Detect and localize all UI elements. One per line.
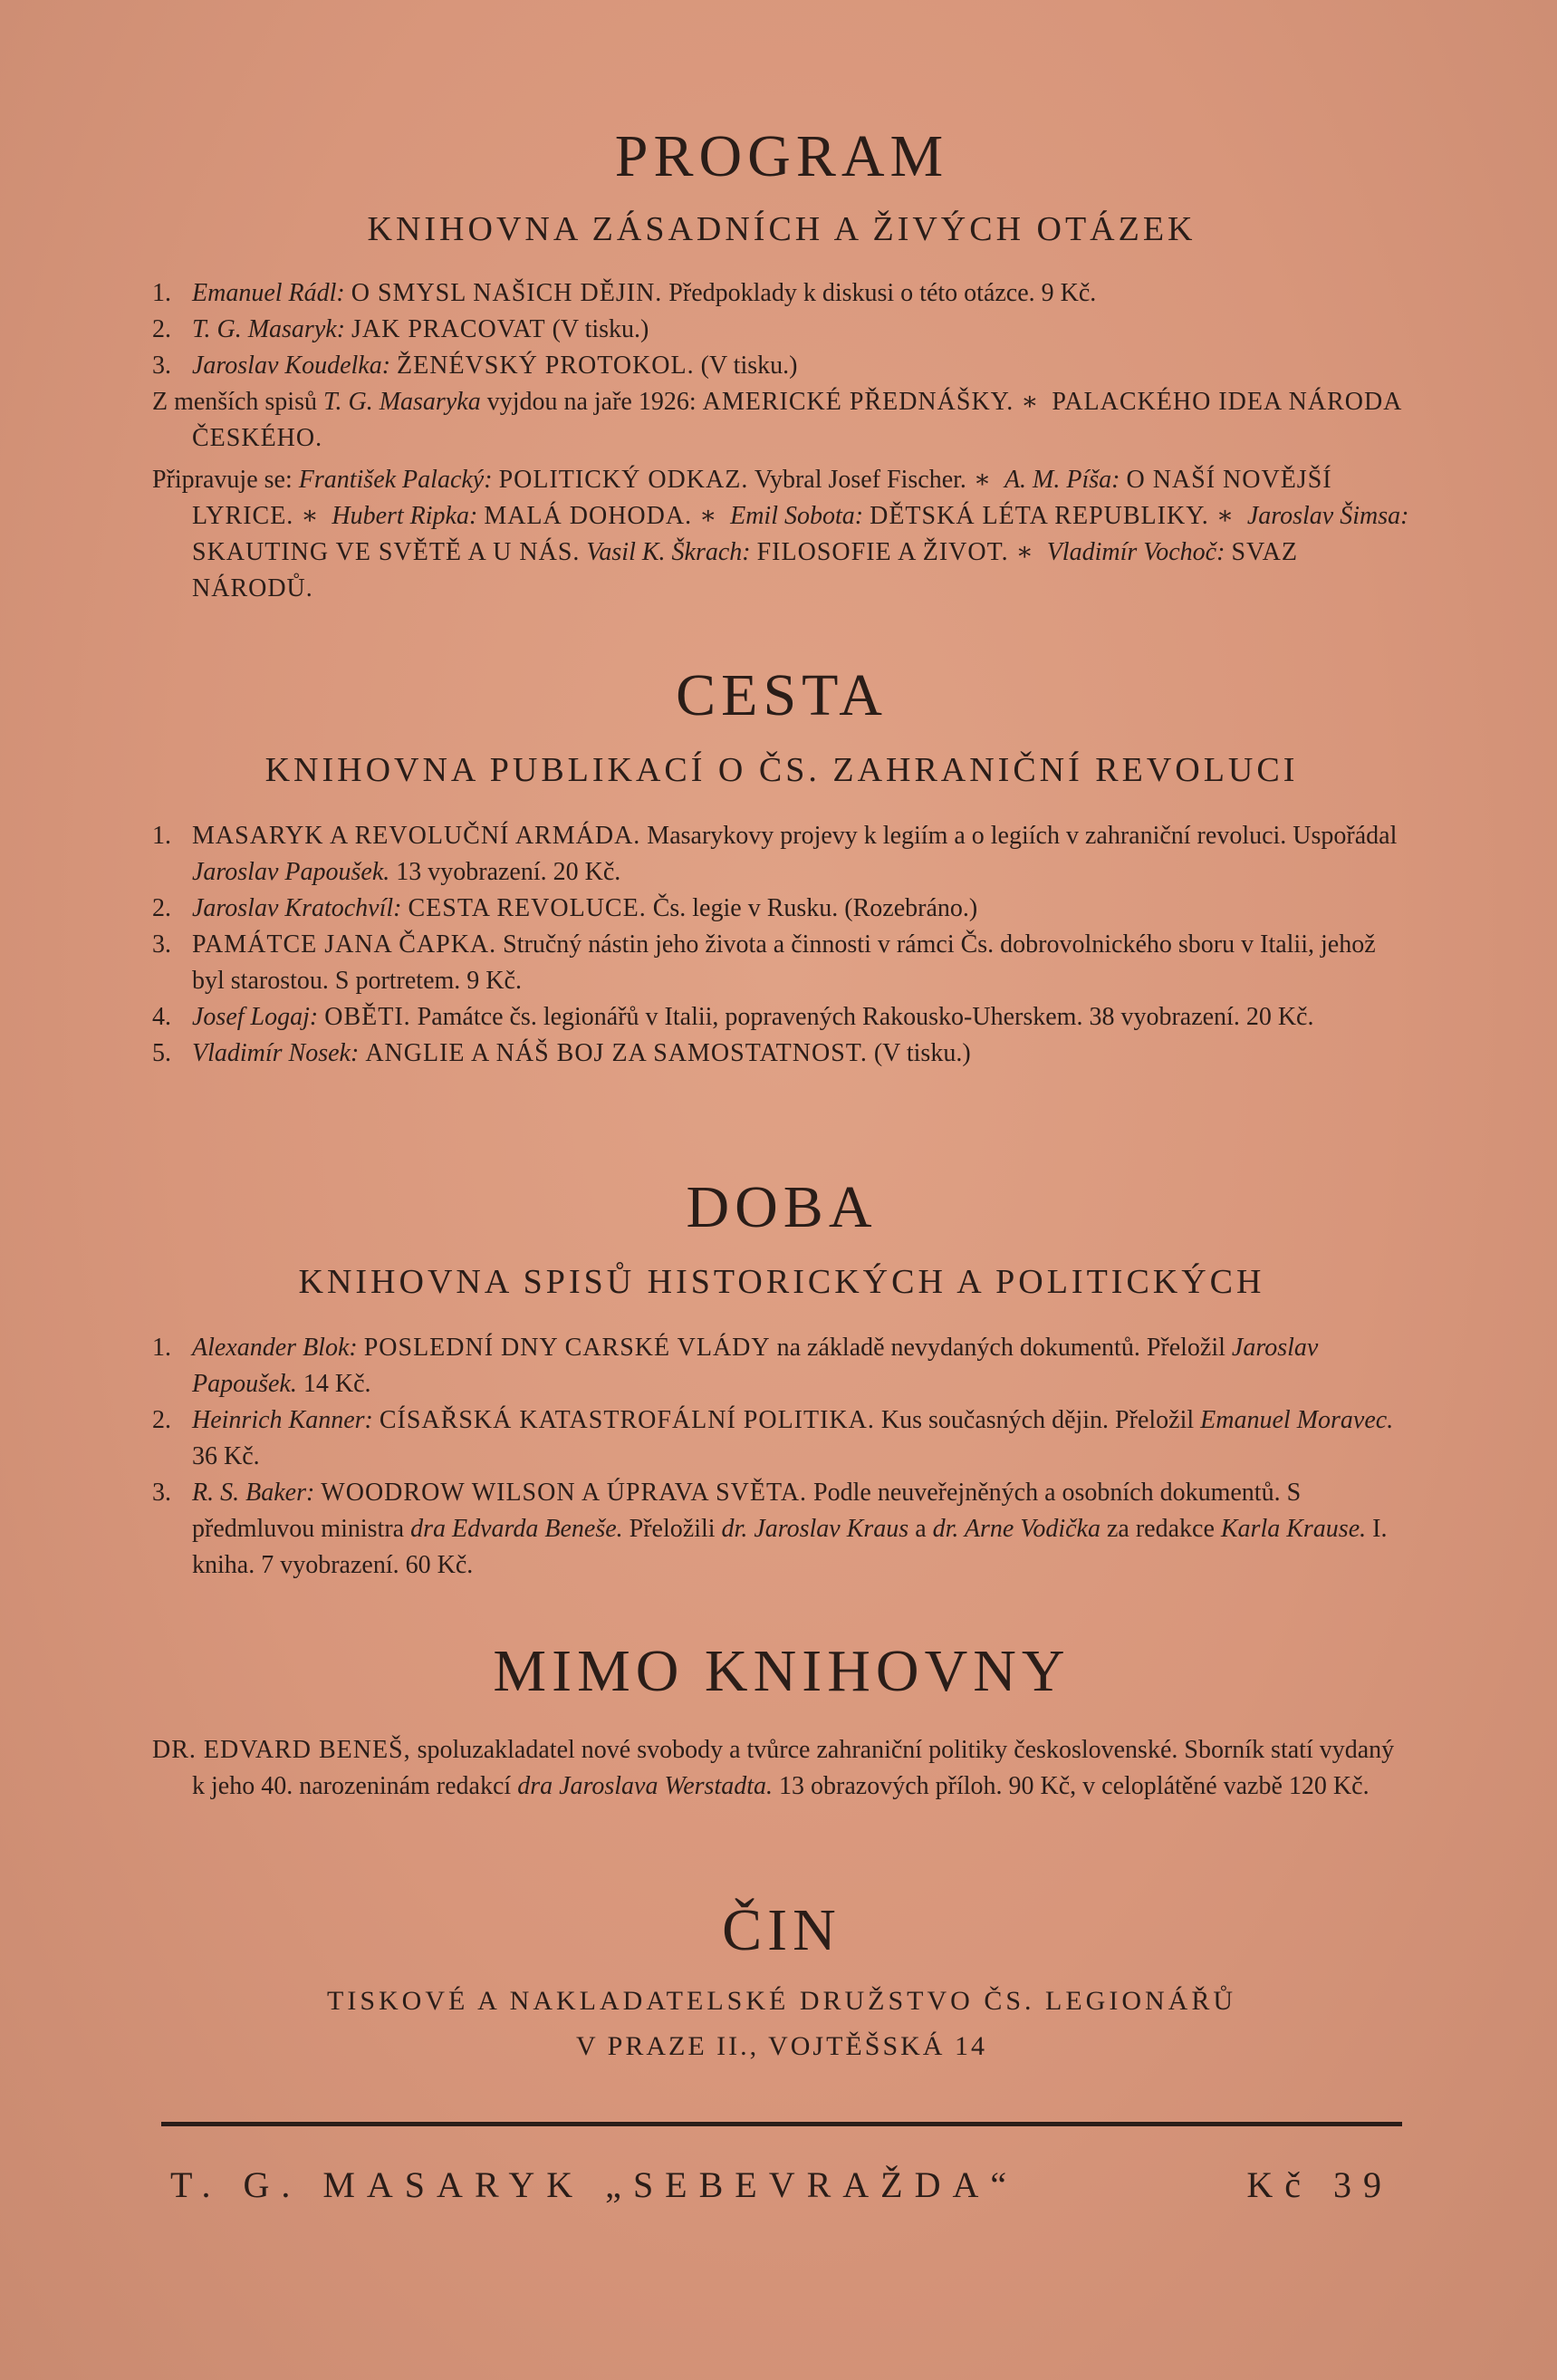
program-note: Z menších spisů T. G. Masaryka vyjdou na jaře 1926: AMERICKÉ PŘEDNÁŠKY. ∗ PALACKÉHO IDEA NÁRODA ČESKÉHO.	[152, 388, 1401, 452]
cesta-list	[152, 818, 1411, 1072]
cin-section	[152, 1897, 1411, 2062]
list-item: 1. MASARYK A REVOLUČNÍ ARMÁDA. Masarykovy projevy k legiím a o legiích v zahraniční revoluci. Uspořádal Jaroslav Papoušek. 13 vyobrazení. 20 Kč.	[152, 822, 1398, 886]
cin-title: ČIN	[722, 1897, 841, 1963]
program-section	[152, 123, 1411, 607]
cesta-title: CESTA	[676, 662, 888, 728]
cin-line2: V PRAZE II., VOJTĚŠSKÁ 14	[576, 2031, 987, 2061]
mimo-section	[152, 1638, 1411, 1805]
list-item: 2. Heinrich Kanner: CÍSAŘSKÁ KATASTROFÁLNÍ POLITIKA. Kus současných dějin. Přeložil Emanuel Moravec. 36 Kč.	[152, 1406, 1394, 1470]
program-title: PROGRAM	[614, 123, 949, 189]
footer-rule	[161, 2122, 1402, 2126]
footer-price: Kč 39	[1246, 2164, 1393, 2205]
program-upcoming: Připravuje se: František Palacký: POLITICKÝ ODKAZ. Vybral Josef Fischer. ∗ A. M. Píša: O NAŠÍ NOVĚJŠÍ LYRICE. ∗ Hubert Ripka: MALÁ DOHODA. ∗ Emil Sobota: DĚTSKÁ LÉTA REPUBLIKY. ∗ Jaroslav Šimsa: SKAUTING VE SVĚTĚ A U NÁS. Vasil K. Škrach: FILOSOFIE A ŽIVOT. ∗ Vladimír Vochoč: SVAZ NÁRODŮ.	[152, 466, 1409, 602]
list-item: 3. PAMÁTCE JANA ČAPKA. Stručný nástin jeho života a činnosti v rámci Čs. dobrovolnického sboru v Italii, jehož byl starostou. S portretem. 9 Kč.	[152, 930, 1376, 995]
program-subtitle: KNIHOVNA ZÁSADNÍCH A ŽIVÝCH OTÁZEK	[367, 210, 1197, 248]
list-item: 4. Josef Logaj: OBĚTI. Památce čs. legionářů v Italii, popravených Rakousko-Uherskem. 38 vyobrazení. 20 Kč.	[152, 1003, 1314, 1031]
mimo-title: MIMO KNIHOVNY	[493, 1638, 1071, 1704]
doba-list	[152, 1330, 1411, 1584]
footer-title: T. G. MASARYK „SEBEVRAŽDA“	[170, 2164, 1019, 2205]
cesta-section	[152, 662, 1411, 1072]
cesta-subtitle: KNIHOVNA PUBLIKACÍ O ČS. ZAHRANIČNÍ REVOLUCI	[264, 751, 1299, 789]
footer	[170, 2163, 1393, 2206]
doba-section	[152, 1174, 1411, 1584]
cin-line1: TISKOVÉ A NAKLADATELSKÉ DRUŽSTVO ČS. LEGIONÁŘŮ	[327, 1986, 1236, 2016]
list-item: 2. T. G. Masaryk: JAK PRACOVAT (V tisku.)	[152, 315, 649, 343]
doba-subtitle: KNIHOVNA SPISŮ HISTORICKÝCH A POLITICKÝCH	[298, 1263, 1265, 1301]
doba-title: DOBA	[686, 1174, 878, 1240]
list-item: 3. R. S. Baker: WOODROW WILSON A ÚPRAVA SVĚTA. Podle neuveřejněných a osobních dokumentů. S předmluvou ministra dra Edvarda Beneše. Přeložili dr. Jaroslav Kraus a dr. Arne Vodička za redakce Karla Krause. I. kniha. 7 vyobrazení. 60 Kč.	[152, 1479, 1388, 1579]
list-item: 1. Alexander Blok: POSLEDNÍ DNY CARSKÉ VLÁDY na základě nevydaných dokumentů. Přeložil Jaroslav Papoušek. 14 Kč.	[152, 1334, 1319, 1398]
list-item: 2. Jaroslav Kratochvíl: CESTA REVOLUCE. Čs. legie v Rusku. (Rozebráno.)	[152, 894, 978, 922]
mimo-text: DR. EDVARD BENEŠ, spoluzakladatel nové svobody a tvůrce zahraniční politiky československé. Sborník statí vydaný k jeho 40. narozeninám redakcí dra Jaroslava Werstadta. 13 obrazových příloh. 90 Kč, v celoplátěné vazbě 120 Kč.	[152, 1736, 1395, 1800]
list-item: 3. Jaroslav Koudelka: ŽENÉVSKÝ PROTOKOL. (V tisku.)	[152, 352, 798, 380]
list-item: 5. Vladimír Nosek: ANGLIE A NÁŠ BOJ ZA SAMOSTATNOST. (V tisku.)	[152, 1039, 971, 1067]
program-list	[152, 275, 1411, 384]
list-item: 1. Emanuel Rádl: O SMYSL NAŠICH DĚJIN. Předpoklady k diskusi o této otázce. 9 Kč.	[152, 279, 1097, 307]
